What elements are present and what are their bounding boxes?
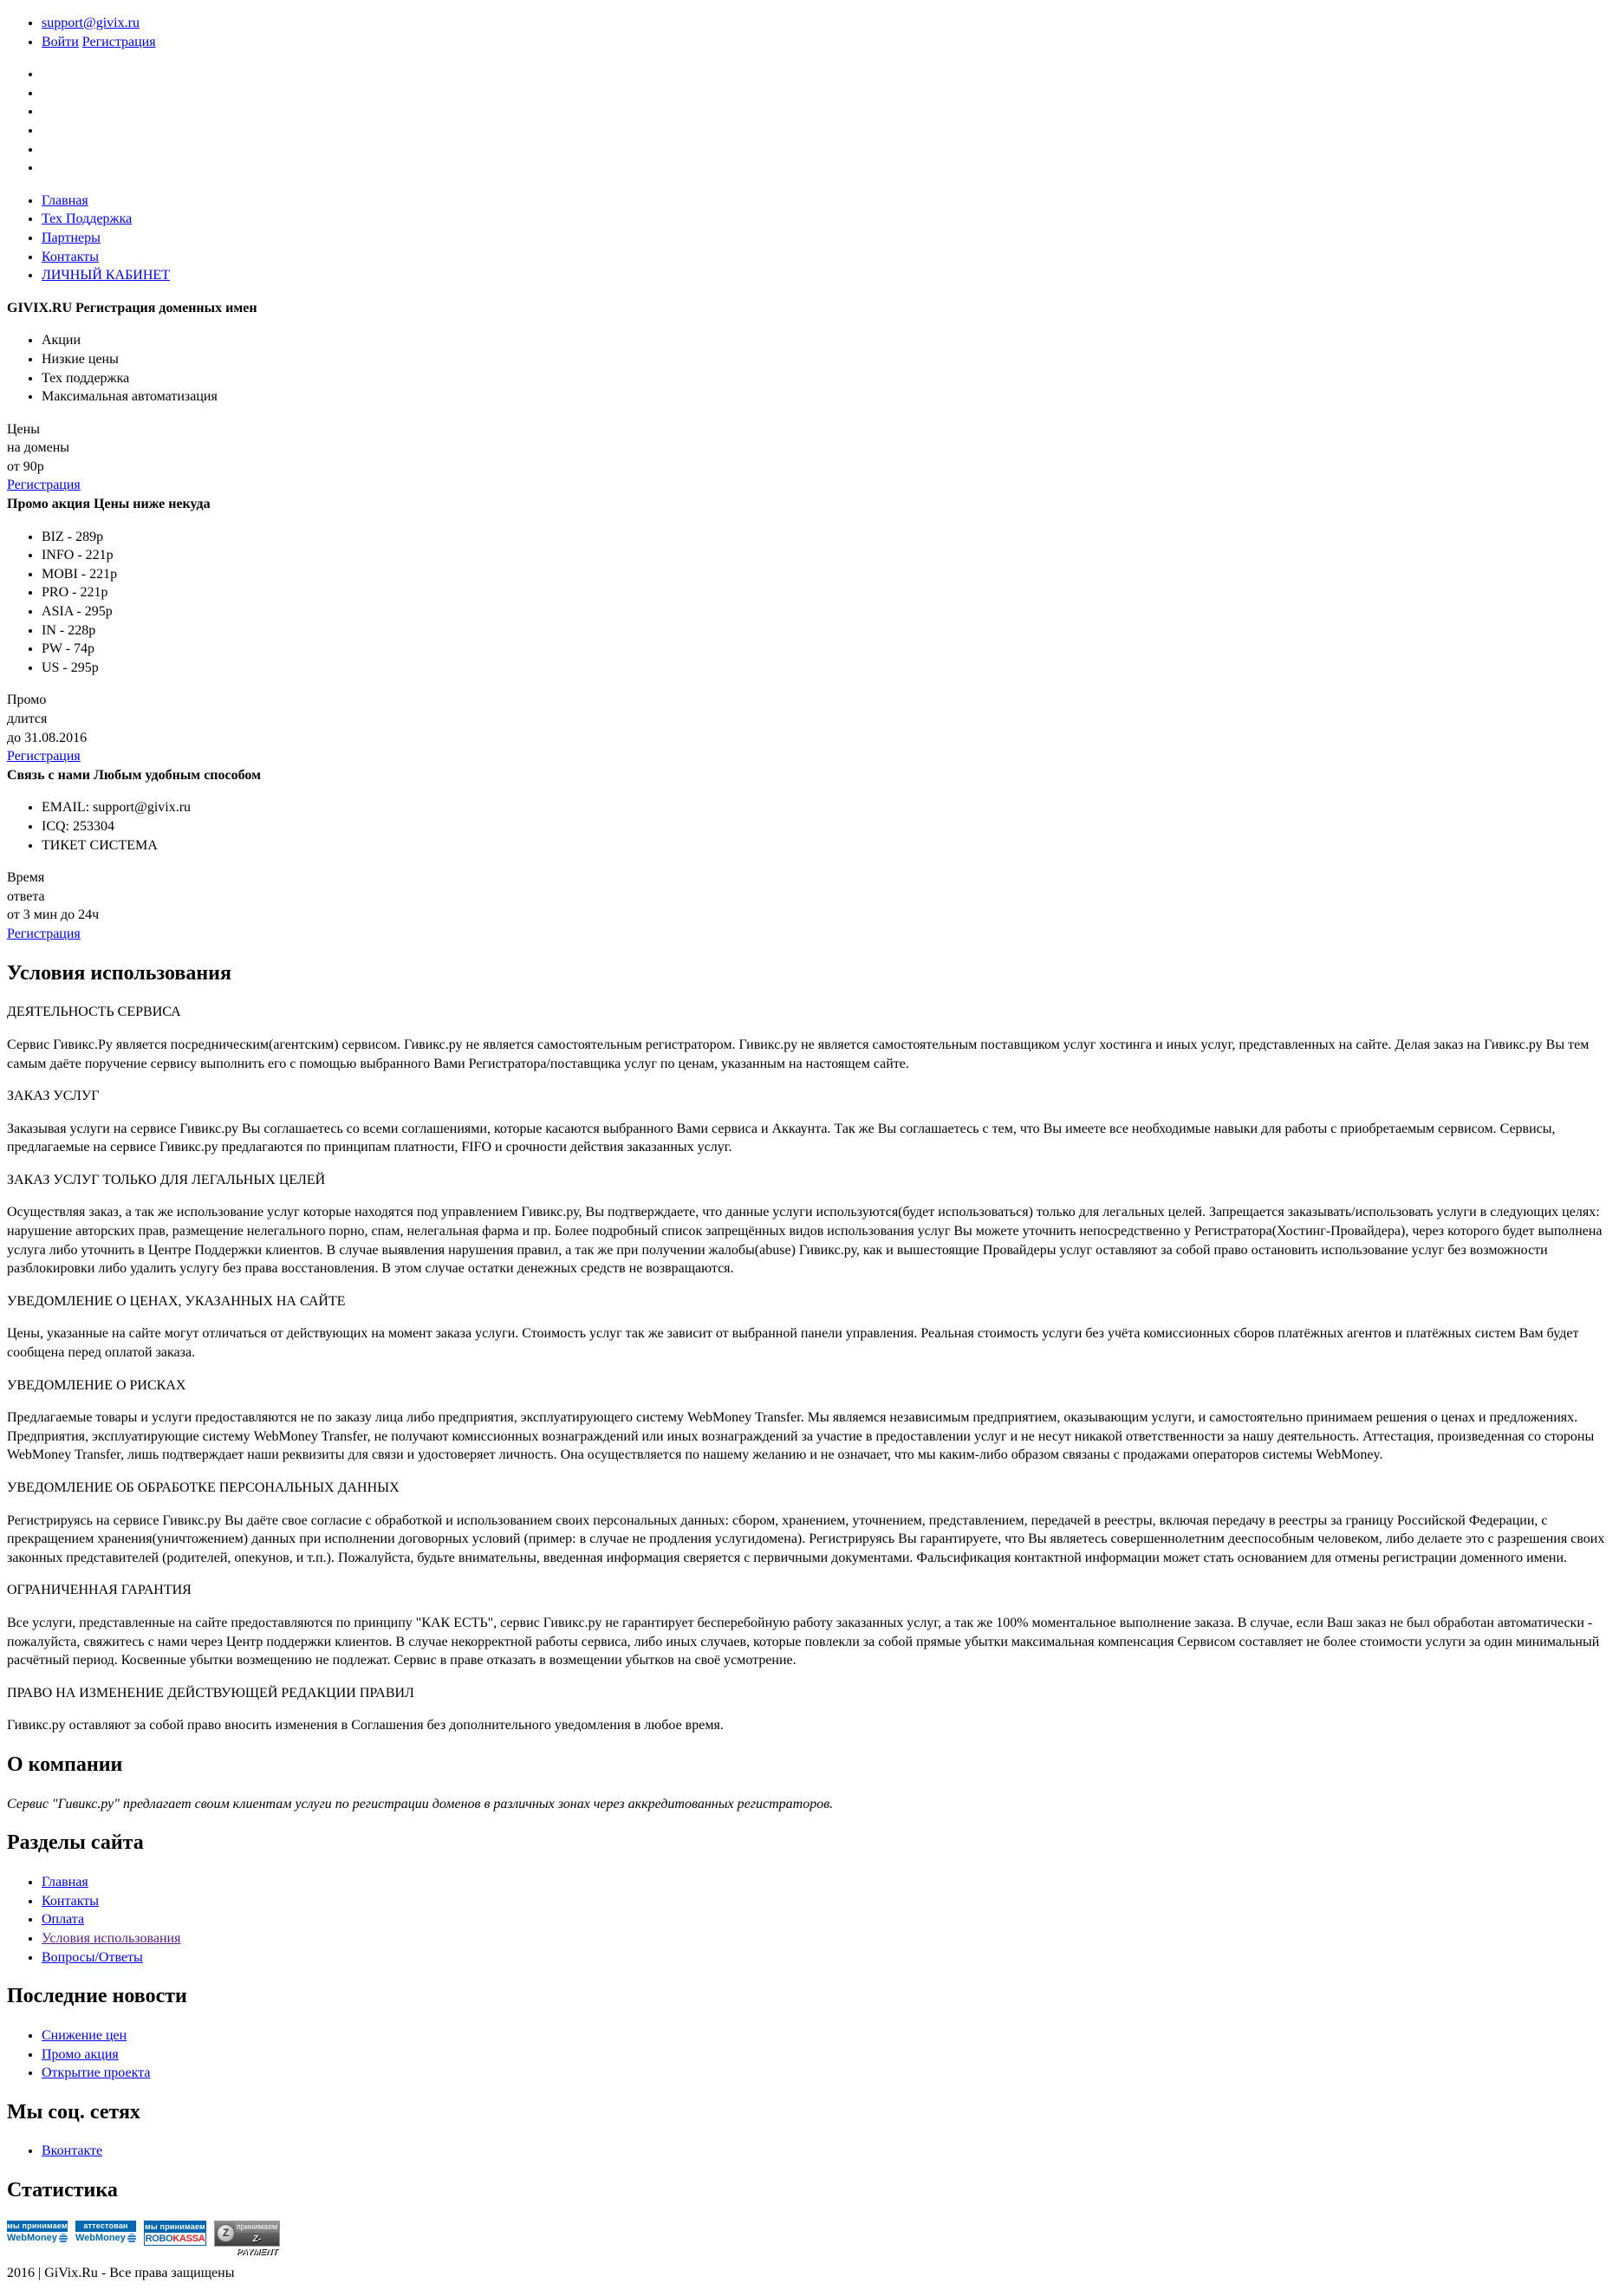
- nav-link-partners[interactable]: Партнеры: [42, 230, 101, 245]
- stats-title: Статистика: [7, 2179, 118, 2202]
- zpayment-coin-icon: Z: [217, 2224, 235, 2242]
- prices-teaser: [7, 420, 1612, 514]
- response-line: от 3 мин до 24ч: [7, 907, 100, 923]
- news-list: [7, 2026, 1612, 2083]
- price-item-in: • IN - 228р: [42, 621, 1612, 641]
- contact-item-icq: • ICQ: 253304: [42, 817, 1612, 836]
- prices-line: Цены: [7, 421, 40, 437]
- nav-item-partners: [42, 229, 1612, 248]
- feature-item: • Максимальная автоматизация: [42, 387, 1612, 407]
- social-list: [7, 2142, 1612, 2161]
- webmoney-globe-icon: [59, 2234, 68, 2243]
- feature-item: • Акции: [42, 331, 1612, 350]
- badge-top-label: принимаем: [236, 2221, 278, 2231]
- terms-section-heading: УВЕДОМЛЕНИЕ О РИСКАХ: [7, 1377, 186, 1393]
- topbar-email-item: [42, 14, 1612, 33]
- features-list: [7, 331, 1612, 406]
- terms-section-text: Гивикс.ру оставляют за собой право вносить изменения в Соглашения без дополнительного уведомления в любое время.: [7, 1718, 724, 1733]
- terms-section-text: Осуществляя заказ, а так же использование услуг которые находятся под управлением Гивикс.ру, Вы подтверждаете, что данные услуги используются(будет использоваться) только для легальных целей. Запрещается заказывать/использовать услуги в следующих целях: нарушение авторских прав, размещение нелегального порно, спам, нелегальная фарма и пр. Более подробный список запрещённых видов использования услуг Вы можете уточнить непосредственно у Регистратора(Хостинг-Провайдера), через которого будет выполнена услуга либо уточнить в Центре Поддержки клиентов. В случае выявления нарушения правил, а так же при получении жалобы(abuse) Гивикс.ру, как и вышестоящие Провайдеры услуг оставляют за собой право остановить использование услуг без возможности разблокировки либо удалить услугу без права восстановления. В этом случае остатки денежных средств не возвращаются.: [7, 1205, 1603, 1277]
- site-sections-title: Разделы сайта: [7, 1831, 144, 1855]
- news-item: [42, 2026, 1612, 2046]
- robokassa-brand-label: KASSA: [172, 2233, 205, 2244]
- zpayment-brand-label: Z-PAYMENT: [236, 2234, 278, 2257]
- empty-list-item: [42, 102, 1612, 121]
- feature-item: • Тех поддержка: [42, 369, 1612, 388]
- contact-item-ticket: • ТИКЕТ СИСТЕМА: [42, 836, 1612, 855]
- terms-section-heading: ДЕЯТЕЛЬНОСТЬ СЕРВИСА: [7, 1005, 181, 1020]
- response-register-link[interactable]: Регистрация: [7, 926, 81, 941]
- vkontakte-link[interactable]: Вконтакте: [42, 2143, 103, 2159]
- site-title: GIVIX.RU Регистрация доменных имен: [7, 300, 257, 315]
- promo-duration: [7, 691, 1612, 784]
- about-text: Сервис "Гивикс.ру" предлагает своим клиентам услуги по регистрации доменов в различных зонах через аккредитованных регистраторов.: [7, 1796, 834, 1811]
- terms-section-heading: ЗАКАЗ УСЛУГ: [7, 1089, 100, 1104]
- zpayment-badge[interactable]: [214, 2221, 280, 2257]
- login-link[interactable]: Войти: [42, 34, 79, 49]
- contact-item-email: • EMAIL: support@givix.ru: [42, 798, 1612, 817]
- terms-section-text: Цены, указанные на сайте могут отличаться от действующих на момент заказа услуги. Стоимость услуг так же зависит от выбранной панели управления. Реальная стоимость услуги без учёта комиссионных сборов платёжных агентов и платёжных систем Вам будет сообщена перед оплатой заказа.: [7, 1326, 1579, 1361]
- terms-title: Условия использования: [7, 961, 231, 985]
- response-time: [7, 868, 1612, 943]
- robokassa-brand-label: ROBO: [145, 2233, 173, 2244]
- contact-title: Связь с нами Любым удобным способом: [7, 767, 262, 783]
- site-section-item: [42, 1910, 1612, 1929]
- price-item-asia: • ASIA - 295р: [42, 602, 1612, 621]
- site-section-link-faq[interactable]: Вопросы/Ответы: [42, 1949, 143, 1965]
- prices-line: на домены: [7, 440, 70, 456]
- news-link-price-drop[interactable]: Снижение цен: [42, 2027, 127, 2043]
- social-title: Мы соц. сетях: [7, 2100, 140, 2124]
- promo-line: длится: [7, 712, 48, 726]
- badge-top-label: аттестован: [75, 2221, 136, 2232]
- webmoney-attested-badge[interactable]: [75, 2221, 136, 2245]
- terms-section-heading: ОГРАНИЧЕННАЯ ГАРАНТИЯ: [7, 1583, 192, 1598]
- webmoney-accept-badge[interactable]: [7, 2221, 68, 2245]
- site-sections-list: [7, 1873, 1612, 1967]
- promo-line: до 31.08.2016: [7, 730, 88, 745]
- terms-section-heading: УВЕДОМЛЕНИЕ О ЦЕНАХ, УКАЗАННЫХ НА САЙТЕ: [7, 1293, 346, 1309]
- site-section-item: [42, 1929, 1612, 1948]
- news-link-promo[interactable]: Промо акция: [42, 2046, 119, 2062]
- price-item-biz: • BIZ - 289р: [42, 528, 1612, 547]
- terms-section-text: Заказывая услуги на сервисе Гивикс.ру Вы соглашаетесь со всеми соглашениями, которые касаются выбранного Вами сервиса и Аккаунта. Так же Вы соглашаетесь с тем, что Вы имеете все необходимые навыки для работы с приобретаемым сервисом. Сервисы, предлагаемые на сервисе Гивикс.ру предлагаются по принципам платности, FIFO и срочности действия заказанных услуг.: [7, 1121, 1556, 1155]
- nav-link-contacts[interactable]: Контакты: [42, 249, 100, 264]
- prices-register-link[interactable]: Регистрация: [7, 478, 81, 493]
- support-email-link[interactable]: support@givix.ru: [42, 16, 140, 30]
- robokassa-badge[interactable]: [144, 2221, 206, 2246]
- price-item-us: • US - 295р: [42, 659, 1612, 678]
- topbar-list: [7, 14, 1612, 51]
- news-link-launch[interactable]: Открытие проекта: [42, 2065, 151, 2081]
- price-item-info: • INFO - 221р: [42, 546, 1612, 565]
- response-line: Время: [7, 870, 45, 886]
- empty-list-item: [42, 65, 1612, 84]
- nav-item-home: [42, 192, 1612, 211]
- news-title: Последние новости: [7, 1985, 187, 2008]
- response-line: ответа: [7, 888, 45, 904]
- promo-line: Промо: [7, 693, 47, 708]
- terms-section-heading: ПРАВО НА ИЗМЕНЕНИЕ ДЕЙСТВУЮЩЕЙ РЕДАКЦИИ ПРАВИЛ: [7, 1685, 414, 1701]
- terms-section-text: Регистрируясь на сервисе Гивикс.ру Вы даёте свое согласие с обработкой и использованием своих персональных данных: сбором, хранением, уточнением, представлением, передачей в реестры, включая передачу в реестры за границу Российской Федерации, с прекращением хранения(уничтожением) данных при исполнении договорных условий (пример: в случае не продления услугидомена). Регистрируясь Вы гарантируете, что Вы являетесь совершеннолетним дееспособным человеком, либо делаете это с разрешения своих законных представителей (родителей, опекунов, и т.п.). Пожалуйста, будьте внимательны, введенная информация сверяется с первичными документами. Фальсификация контактной информации может стать основанием для отмены регистрации доменного имени.: [7, 1512, 1605, 1565]
- nav-link-cabinet[interactable]: ЛИЧНЫЙ КАБИНЕТ: [42, 268, 170, 283]
- terms-section-heading: ЗАКАЗ УСЛУГ ТОЛЬКО ДЛЯ ЛЕГАЛЬНЫХ ЦЕЛЕЙ: [7, 1172, 326, 1187]
- empty-list-item: [42, 159, 1612, 178]
- empty-list-item: [42, 121, 1612, 140]
- badge-top-label: мы принимаем: [7, 2221, 68, 2230]
- site-section-item: [42, 1873, 1612, 1892]
- price-item-pro: • PRO - 221р: [42, 583, 1612, 602]
- news-item: [42, 2046, 1612, 2065]
- main-nav: [7, 192, 1612, 285]
- site-section-link-payment[interactable]: Оплата: [42, 1912, 85, 1928]
- webmoney-brand-label: WebMoney: [75, 2232, 126, 2243]
- empty-list-item: [42, 140, 1612, 159]
- register-link[interactable]: Регистрация: [81, 34, 156, 49]
- copyright: 2016 | GiVix.Ru - Все права защищены: [7, 2265, 235, 2280]
- terms-section-text: Сервис Гивикс.Ру является посредническим(агентским) сервисом. Гивикс.ру не является самостоятельным регистратором. Гивикс.ру не является самостоятельным поставщиком услуг хостинга и иных услуг, представленных на сайте. Делая заказ на Гивикс.ру Вы тем самым даёте поручение сервису выполнить его с помощью выбранного Вами Регистратора/поставщика услуг по ценам, указанным на настоящем сайте.: [7, 1037, 1590, 1071]
- nav-link-support[interactable]: Тех Поддержка: [42, 211, 133, 227]
- nav-item-cabinet: [42, 266, 1612, 285]
- price-item-mobi: • MOBI - 221р: [42, 565, 1612, 584]
- about-title: О компании: [7, 1753, 123, 1776]
- site-section-link-contacts[interactable]: Контакты: [42, 1893, 100, 1909]
- news-item: [42, 2064, 1612, 2083]
- promo-register-link[interactable]: Регистрация: [7, 749, 81, 764]
- badge-top-label: мы принимаем: [145, 2221, 205, 2231]
- terms-section-heading: УВЕДОМЛЕНИЕ ОБ ОБРАБОТКЕ ПЕРСОНАЛЬНЫХ ДАННЫХ: [7, 1480, 400, 1496]
- price-item-pw: • PW - 74р: [42, 640, 1612, 659]
- nav-item-support: [42, 210, 1612, 229]
- site-section-item: [42, 1892, 1612, 1911]
- empty-list-item: [42, 84, 1612, 103]
- nav-link-home[interactable]: Главная: [42, 192, 88, 208]
- promo-price-list: [7, 528, 1612, 678]
- topbar-auth-item: [42, 33, 1612, 52]
- nav-item-contacts: [42, 248, 1612, 267]
- feature-item: • Низкие цены: [42, 350, 1612, 369]
- site-section-link-terms[interactable]: Условия использования: [42, 1930, 181, 1946]
- social-item: [42, 2142, 1612, 2161]
- promo-title: Промо акция Цены ниже некуда: [7, 497, 211, 512]
- contact-list: [7, 798, 1612, 855]
- webmoney-brand-label: WebMoney: [7, 2232, 57, 2243]
- webmoney-globe-icon: [127, 2234, 136, 2243]
- payment-badges: [7, 2221, 1612, 2257]
- terms-section-text: Все услуги, представленные на сайте предоставляются по принципу "КАК ЕСТЬ", сервис Гивикс.ру не гарантирует бесперебойную работу заказанных услуг, а так же 100% моментальное выполнение заказа. В случае, если Ваш заказ не был обработан автоматически - пожалуйста, свяжитесь с нами через Центр поддержки клиентов. В случае некорректной работы сервиса, либо иных случаев, которые повлекли за собой прямые убытки максимальная компенсация Сервисом составляет не более стоимости услуги за один минимальный расчётный период. Косвенные убытки возмещению не подлежат. Сервис в праве отказать в возмещении убытков на своё усмотрение.: [7, 1615, 1600, 1668]
- terms-section-text: Предлагаемые товары и услуги предоставляются не по заказу лица либо предприятия, эксплуатирующего систему WebMoney Transfer. Мы являемся независимым предприятием, оказывающим услуги, и самостоятельно принимаем решения о ценах и предложениях. Предприятия, эксплуатирующие систему WebMoney Transfer, не получают комиссионных вознаграждений или иных вознаграждений за участие в предоставлении услуг и не несут никакой ответственности за нашу деятельность. Аттестация, произведенная со стороны WebMoney Transfer, лишь подтверждает наши реквизиты для связи и удостоверяет личность. Она осуществляется по нашему желанию и не означает, что мы каким-либо образом связаны с продажами операторов системы WebMoney.: [7, 1410, 1595, 1463]
- site-section-item: [42, 1948, 1612, 1968]
- site-section-link-home[interactable]: Главная: [42, 1875, 88, 1890]
- prices-line: от 90р: [7, 459, 44, 474]
- empty-bullet-list: [7, 65, 1612, 178]
